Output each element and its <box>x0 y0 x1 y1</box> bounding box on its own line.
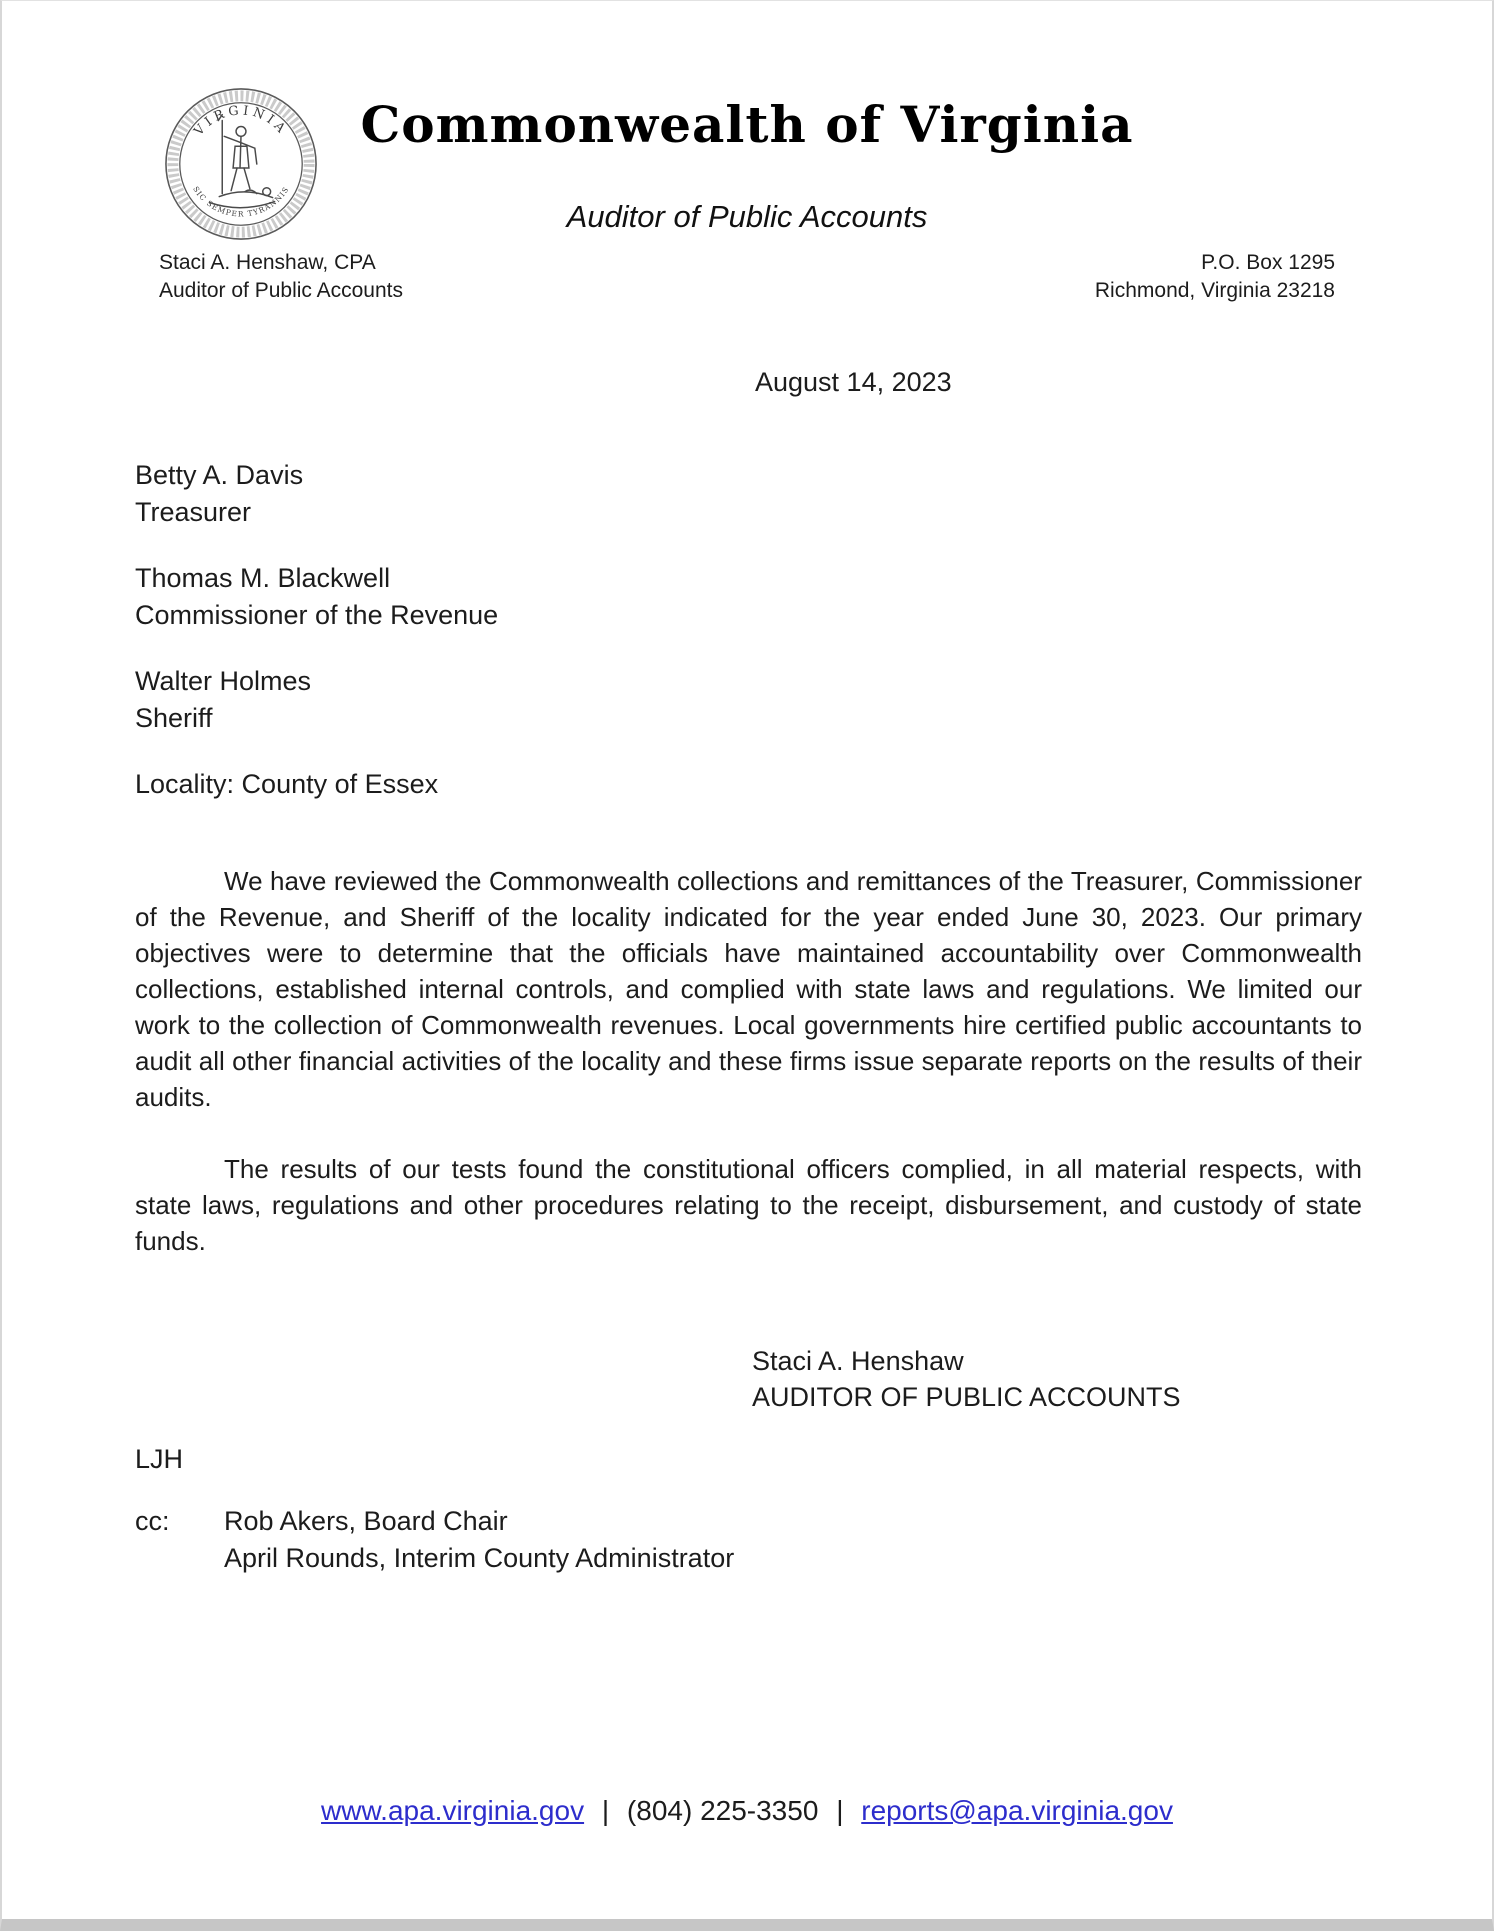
website-link[interactable]: www.apa.virginia.gov <box>321 1795 585 1826</box>
recipient-list <box>135 457 498 832</box>
cc-name: April Rounds, Interim County Administrator <box>224 1543 735 1573</box>
cc-block <box>135 1503 734 1577</box>
recipient-group <box>135 560 498 634</box>
signature-block <box>752 1343 1181 1415</box>
signature-name: Staci A. Henshaw <box>752 1346 964 1376</box>
phone-number: (804) 225-3350 <box>626 1795 819 1826</box>
cc-label: cc: <box>135 1506 170 1536</box>
recipient-group <box>135 663 498 737</box>
footer-contact-line <box>2 1791 1492 1831</box>
letter-body <box>135 863 1362 1259</box>
address-line2: Richmond, Virginia 23218 <box>1094 279 1335 302</box>
official-name: Staci A. Henshaw, CPA <box>159 251 376 274</box>
cc-names <box>224 1503 734 1577</box>
recipient-group <box>135 457 498 531</box>
recipient-title: Commissioner of the Revenue <box>135 600 499 630</box>
seal-top-text: VIRGINIA <box>191 103 291 139</box>
letterhead-address-block <box>1095 249 1335 305</box>
recipient-title: Treasurer <box>135 497 252 527</box>
official-title: Auditor of Public Accounts <box>159 279 403 302</box>
cc-name: Rob Akers, Board Chair <box>224 1506 508 1536</box>
footer-separator: | <box>836 1795 844 1826</box>
body-paragraph-1: We have reviewed the Commonwealth collections and remittances of the Treasurer, Commissioner of the Revenue, and Sheriff of the locality indicated for the year ended June 30, 2023. Our primary objectives were to determine that the officials have maintained accountability over Commonwealth collections, established internal controls, and complied with state laws and regulations. We limited our work to the collection of Commonwealth revenues. Local governments hire certified public accountants to audit all other financial activities of the locality and these firms issue separate reports on the results of their audits. <box>135 866 1362 1112</box>
seal-bottom-text: SIC SEMPER TYRANNIS <box>191 184 291 219</box>
recipient-name: Walter Holmes <box>135 666 312 696</box>
recipient-name: Betty A. Davis <box>135 460 304 490</box>
recipient-title: Sheriff <box>135 703 213 733</box>
letterhead-official-block <box>159 249 403 305</box>
locality-line: Locality: County of Essex <box>135 769 439 799</box>
letter-date: August 14, 2023 <box>755 367 952 397</box>
letterhead-org-name: Commonwealth of Virginia <box>360 95 1134 154</box>
letterhead-dept-name: Auditor of Public Accounts <box>566 199 928 234</box>
body-paragraph-2: The results of our tests found the constitutional officers complied, in all material respects, with state laws, regulations and other procedures relating to the receipt, disbursement, and custody of state funds. <box>135 1154 1362 1256</box>
typist-initials: LJH <box>135 1444 184 1474</box>
email-link[interactable]: reports@apa.virginia.gov <box>861 1795 1173 1826</box>
recipient-name: Thomas M. Blackwell <box>135 563 391 593</box>
address-line1: P.O. Box 1295 <box>1201 251 1335 274</box>
signature-title: AUDITOR OF PUBLIC ACCOUNTS <box>752 1382 1181 1412</box>
footer-separator: | <box>601 1795 610 1826</box>
